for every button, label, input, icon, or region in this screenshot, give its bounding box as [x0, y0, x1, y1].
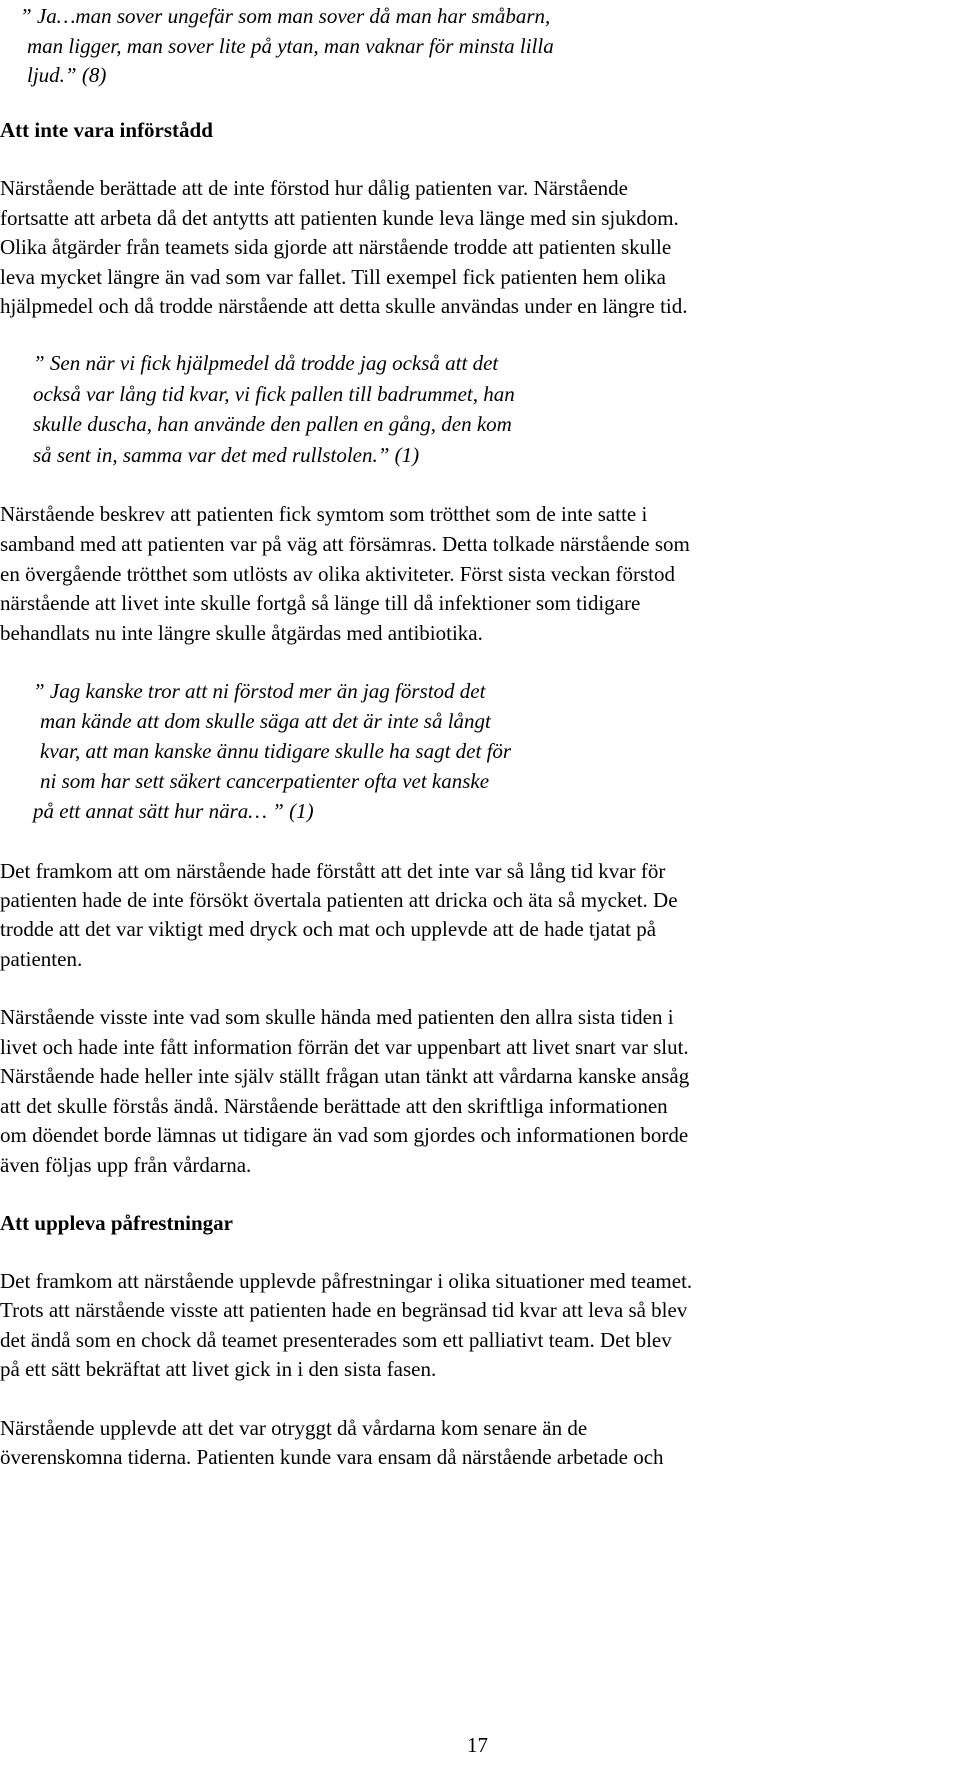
para4-line-5: om döendet borde lämnas ut tidigare än vad som gjordes och informationen borde: [0, 1123, 689, 1147]
para3-line-3: trodde att det var viktigt med dryck och mat och upplevde att de hade tjatat på: [0, 917, 657, 941]
para2-line-4: närstående att livet inte skulle fortgå så länge till då infektioner som tidigare: [0, 591, 641, 615]
para5-line-1: Det framkom att närstående upplevde påfrestningar i olika situationer med teamet.: [0, 1269, 693, 1293]
quote1-line-2: man ligger, man sover lite på ytan, man vaknar för minsta lilla: [27, 34, 554, 58]
para1-line-3: Olika åtgärder från teamets sida gjorde att närstående trodde att patienten skulle: [0, 235, 672, 259]
quote2-line-1: ” Sen när vi fick hjälpmedel då trodde jag också att det: [33, 351, 499, 375]
para5-line-3: det ändå som en chock då teamet presenterades som ett palliativt team. Det blev: [0, 1328, 672, 1352]
para4-line-2: livet och hade inte fått information förrän det var uppenbart att livet snart var slut.: [0, 1035, 689, 1059]
para4-line-4: att det skulle förstås ändå. Närstående berättade att den skriftliga informationen: [0, 1094, 668, 1118]
page-number: 17: [467, 1733, 488, 1757]
quote2-line-2: också var lång tid kvar, vi fick pallen till badrummet, han: [33, 382, 515, 406]
para6-line-1: Närstående upplevde att det var otryggt då vårdarna kom senare än de: [0, 1416, 588, 1440]
section-heading-2: Att uppleva påfrestningar: [0, 1211, 233, 1235]
para6-line-2: överenskomna tiderna. Patienten kunde vara ensam då närstående arbetade och: [0, 1445, 664, 1469]
quote2-line-3: skulle duscha, han använde den pallen en gång, den kom: [33, 412, 512, 436]
quote3-line-1: ” Jag kanske tror att ni förstod mer än jag förstod det: [33, 679, 486, 703]
para1-line-1: Närstående berättade att de inte förstod hur dålig patienten var. Närstående: [0, 176, 628, 200]
para2-line-5: behandlats nu inte längre skulle åtgärdas med antibiotika.: [0, 621, 483, 645]
para2-line-1: Närstående beskrev att patienten fick symtom som trötthet som de inte satte i: [0, 502, 648, 526]
para3-line-1: Det framkom att om närstående hade förstått att det inte var så lång tid kvar för: [0, 859, 666, 883]
para2-line-3: en övergående trötthet som utlösts av olika aktiviteter. Först sista veckan förstod: [0, 562, 675, 586]
quote1-line-3: ljud.” (8): [27, 63, 107, 87]
quote3-line-5: på ett annat sätt hur nära… ” (1): [33, 799, 314, 823]
quote1-line-1: ” Ja…man sover ungefär som man sover då man har småbarn,: [20, 4, 551, 28]
para1-line-2: fortsatte att arbeta då det antytts att patienten kunde leva länge med sin sjukdom.: [0, 206, 679, 230]
para5-line-4: på ett sätt bekräftat att livet gick in i den sista fasen.: [0, 1357, 437, 1381]
para3-line-2: patienten hade de inte försökt övertala patienten att dricka och äta så mycket. De: [0, 888, 678, 912]
quote3-line-2: man kände att dom skulle säga att det är inte så långt: [40, 709, 491, 733]
para4-line-3: Närstående hade heller inte själv ställt frågan utan tänkt att vårdarna kanske ansåg: [0, 1064, 690, 1088]
para4-line-1: Närstående visste inte vad som skulle hända med patienten den allra sista tiden i: [0, 1005, 674, 1029]
para3-line-4: patienten.: [0, 947, 83, 971]
para5-line-2: Trots att närstående visste att patienten hade en begränsad tid kvar att leva så blev: [0, 1298, 688, 1322]
quote2-line-4: så sent in, samma var det med rullstolen.” (1): [33, 443, 420, 467]
para1-line-5: hjälpmedel och då trodde närstående att detta skulle användas under en längre tid.: [0, 294, 688, 318]
para4-line-6: även följas upp från vårdarna.: [0, 1153, 252, 1177]
section-heading-1: Att inte vara införstådd: [0, 118, 213, 142]
para2-line-2: samband med att patienten var på väg att försämras. Detta tolkade närstående som: [0, 532, 690, 556]
para1-line-4: leva mycket längre än vad som var fallet. Till exempel fick patienten hem olika: [0, 265, 666, 289]
quote3-line-4: ni som har sett säkert cancerpatienter ofta vet kanske: [40, 769, 490, 793]
quote3-line-3: kvar, att man kanske ännu tidigare skulle ha sagt det för: [40, 739, 512, 763]
